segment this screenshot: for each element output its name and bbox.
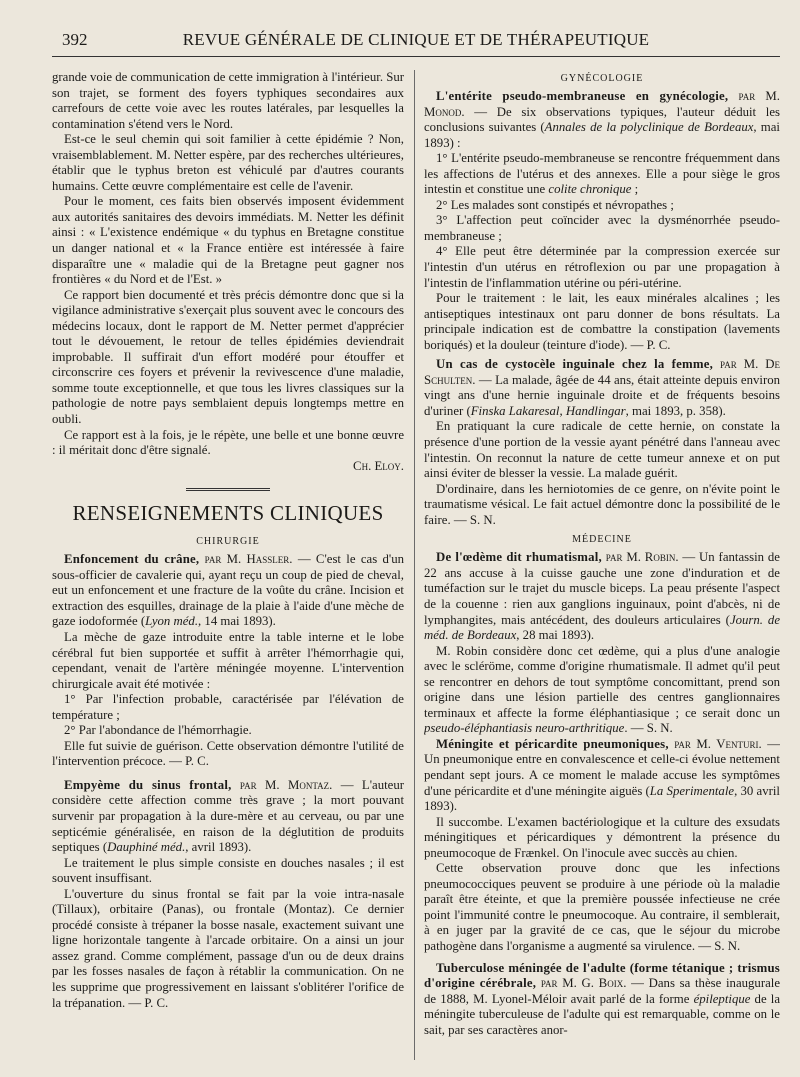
article-author: par M. Hassler. xyxy=(204,552,293,567)
section-separator xyxy=(186,488,270,491)
reference: Lyon méd. xyxy=(145,614,199,629)
subsection-heading: CHIRURGIE xyxy=(196,536,260,548)
column-divider xyxy=(414,70,415,1060)
article-title: L'entérite pseudo-membraneuse en gynécologie, xyxy=(436,89,729,103)
paragraph: Elle fut suivie de guérison. Cette observation démontre l'utilité de l'intervention précoce. — P. C. xyxy=(52,738,404,769)
running-header xyxy=(52,28,780,57)
text-run: M. Robin considère donc cet œdème, qui a plus d'une analogie avec le scléröme, comme d'origine rhumatismale. Il admet qu'il peut se rencontrer en dehors de tout symptôme concomittant, prend son origine dans une lésion partielle des centres ganglionnaires terminaux et affecte la forme éléphantiasique ; ce serait donc un xyxy=(424,643,780,720)
article-title: Méningite et péricardite pneumoniques, xyxy=(436,736,669,751)
paragraph: L'ouverture du sinus frontal se fait par la voie intra-nasale (Tillaux), orbitaire (Panas), ou frontale (Montaz). Ce dernier procédé consiste à trépaner la bosse nasale, exactement suivant une ligne horizontale tangente à l'arcade orbitaire. On a ainsi un jour assez grand. Comme complément, passage d'un ou de deux drains par les fosses nasales de façon à rétablir la communication. On ne les supprime que progressivement en laissant s'oblitérer l'orifice de la trépanation. — P. C. xyxy=(52,886,404,1010)
article-author: par M. Venturi. xyxy=(674,736,762,751)
paragraph: Ce rapport est à la fois, je le répète, une belle et une bonne œuvre : il méritait donc d'être signalé. xyxy=(52,427,404,458)
subsection-heading: GYNÉCOLOGIE xyxy=(560,73,644,84)
article-text: — La malade, âgée de 44 ans, était atteinte depuis environ vingt ans d'une hernie inguinale droite et de fréquents besoins d'uriner ( xyxy=(424,372,780,418)
paragraph: 1° Par l'infection probable, caractérisée par l'élévation de température ; xyxy=(52,692,404,722)
reference-end: , 30 avril 1893). xyxy=(424,783,780,814)
section-title: RENSEIGNEMENTS CLINIQUES xyxy=(72,501,384,526)
paragraph: Cette observation prouve donc que les infections pneumococciques peuvent se produire à une période où la maladie paraît être éteinte, et que la première poussée infectieuse ne crée point l'immunité contre le pneumocoque. Au contraire, il semblerait, à en juger par la gravité de ce cas, que le séjour du microbe pathogène dans l'organisme a augmenté sa virulence. — S. N. xyxy=(424,861,780,953)
article-lead xyxy=(424,961,780,1039)
reference: La Sperimentale xyxy=(649,783,735,798)
article-text: de la méningite tuberculeuse de l'adulte qui est remarquable, comme on le sait, par ses caractères anor- xyxy=(424,991,780,1037)
article-title: Un cas de cystocèle inguinale chez la femme, xyxy=(436,357,714,372)
paragraph: 2° Les malades sont constipés et névropathes ; xyxy=(436,197,674,212)
article-lead xyxy=(52,552,404,630)
reference-end: , 28 mai 1893). xyxy=(516,628,595,643)
reference-end: , avril 1893). xyxy=(185,840,252,855)
article-title: Tuberculose méningée de l'adulte (forme tétanique ; trismus d'origine cérébrale, xyxy=(424,960,780,991)
paragraph: Pour le moment, ces faits bien observés imposent évidemment aux autorités sanitaires des devoirs immédiats. M. Netter les définit ainsi : « L'existence endémique « du typhus en Bretagne constitue un danger national et « la France entière est intéressée à faire disparaître une « maladie qui de la Bretagne peut gagner nos frontières « du Nord et de l'Est. » xyxy=(52,194,404,287)
italic-run: épileptique xyxy=(693,991,751,1006)
article-author: par M. De Schulten. xyxy=(424,357,780,387)
italic-run: colite chronique xyxy=(548,182,632,197)
paragraph: En pratiquant la cure radicale de cette hernie, on constate la présence d'une portion de la vessie ayant pénétré dans l'anneau avec l'intestin. On reconnut la nature de cette tumeur annexe et on put ainsi éviter de blesser la vessie. La malade guérit. xyxy=(424,419,780,481)
reference-end: , mai 1893) : xyxy=(424,120,780,150)
article-lead xyxy=(424,737,780,815)
article-text: — C'est le cas d'un sous-officier de cavalerie qui, ayant reçu un coup de pied de cheval, eut un enfoncement et une fracture de la voûte du crâne. Incision et extraction des esquilles, drainage de la plaie à l'aide d'une mèche de gaze iodoformée ( xyxy=(52,552,404,629)
reference: Annales de la polyclinique de Bordeaux xyxy=(544,120,754,135)
article-author: par M. Montaz. xyxy=(239,777,333,792)
paragraph: 3° L'affection peut coïncider avec la dysménorrhée pseudo-membraneuse ; xyxy=(424,213,780,243)
paragraph: Est-ce le seul chemin qui soit familier à cette épidémie ? Non, vraisemblablement. M. Netter espère, par des recherches ultérieures, établir que le typhus breton est véhiculé par d'autres courants humains. Cette œuvre complémentaire est celle de l'avenir. xyxy=(52,132,404,193)
reference: Finska Lakaresal, Handlingar xyxy=(470,403,626,418)
text-run: . — S. N. xyxy=(624,721,673,736)
article-lead xyxy=(52,778,404,856)
subsection-heading: MÉDECINE xyxy=(572,534,632,546)
right-column xyxy=(424,70,780,1060)
paragraph: 4° Elle peut être déterminée par la compression exercée sur l'intestin d'un utérus en rétroflexion ou par une propagation à l'intestin de l'inflammation utérine ou péri-utérine. xyxy=(424,244,780,290)
article-author: par M. Robin. xyxy=(605,550,679,565)
article-lead xyxy=(424,89,780,151)
paragraph: La mèche de gaze introduite entre la table interne et le lobe cérébral fut bien supportée et suffit à arrêter l'hémorrhagie qui, cependant, venait de l'artère méningée moyenne. L'intervention chirurgicale avait été motivée : xyxy=(52,629,404,691)
left-column xyxy=(52,70,404,1060)
reference: Dauphiné méd. xyxy=(107,840,186,855)
paragraph xyxy=(424,151,780,198)
paragraph: 2° Par l'abondance de l'hémorrhagie. xyxy=(64,723,252,738)
paragraph: Pour le traitement : le lait, les eaux minérales alcalines ; les antiseptiques intestinaux ont paru donner de bons résultats. La principale indication est de combattre la constipation (lavements boriqués) et la douleur (teinture d'iode). — P. C. xyxy=(424,291,780,352)
reference-end: , mai 1893, p. 358). xyxy=(625,403,726,418)
article-lead xyxy=(424,357,780,419)
article-title: De l'œdème dit rhumatismal, xyxy=(436,550,602,565)
paragraph: D'ordinaire, dans les herniotomies de ce genre, on n'évite point le traumatisme vésical. Le fait actuel démontre donc la possibilité de le faire. — S. N. xyxy=(424,481,780,527)
text-run: ; xyxy=(631,182,639,197)
text-run: 1° L'entérite pseudo-membraneuse se rencontre fréquemment dans les affections de l'utérus et des annexes. Elle a pour siège le gros intestin et constitue une xyxy=(424,151,780,197)
paragraph: grande voie de communication de cette immigration à l'intérieur. Sur son trajet, se forment des foyers typhiques secondaires aux carrefours de cette voie avec les routes latérales, par lesquelles la contamination s'étend vers le Nord. xyxy=(52,70,404,131)
article-text: — Dans sa thèse inaugurale de 1888, M. Lyonel-Méloir avait parlé de la forme xyxy=(424,976,780,1006)
paragraph: Ce rapport bien documenté et très précis démontre donc que si la vigilance administrative s'exerçait plus souvent avec le concours des médecins locaux, dont le rapport de M. Netter permet d'apprécier tout le dévouement, le retour de telles épidémies deviendrait improbable. Il suffirait d'un effort modéré pour étouffer et circonscrire ces foyers et prévenir la revivescence d'une maladie, somme toute exceptionnelle, et que tous les livres classiques sur la pathologie de notre pays semblaient depuis longtemps mettre en oubli. xyxy=(52,287,404,427)
article-text: — L'auteur considère cette affection comme très grave ; la mort pouvant survenir par propagation à la dure-mère et au cerveau, ou par une septicémie généralisée, en raison de la déglutition de produits septiques ( xyxy=(52,777,404,855)
article-lead xyxy=(424,550,780,643)
article-text: — Un fantassin de 22 ans accuse à la cuisse gauche une zone d'induration et de tuméfaction sur le trajet du muscle biceps. La peau présente l'aspect de la couenne : rien aux ganglions inguinaux, point d'abcès, ni de lymphangites, mais antécédent, des douleurs articulaires ( xyxy=(424,550,780,627)
article-title: Enfoncement du crâne, xyxy=(64,552,200,567)
paragraph: Il succombe. L'examen bactériologique et la culture des exsudats méningitiques et péricardiques y démontrent la présence du pneumocoque de Frænkel. On l'inocule avec succès au chien. xyxy=(424,814,780,860)
page-number: 392 xyxy=(62,30,88,49)
signature: Ch. Eloy. xyxy=(353,458,404,473)
article-author: par M. G. Boix. xyxy=(540,976,627,991)
paragraph xyxy=(424,644,780,737)
reference: Journ. de méd. de Bordeaux xyxy=(424,612,780,643)
paragraph: Le traitement le plus simple consiste en douches nasales ; il est souvent insuffisant. xyxy=(52,855,404,886)
article-author: par M. Monod. xyxy=(424,89,780,119)
running-title: REVUE GÉNÉRALE DE CLINIQUE ET DE THÉRAPEUTIQUE xyxy=(182,30,650,49)
article-title: Empyème du sinus frontal, xyxy=(64,777,232,792)
italic-run: pseudo-éléphantiasis neuro-arthritique xyxy=(424,721,625,736)
article-text: — De six observations typiques, l'auteur déduit les conclusions suivantes ( xyxy=(424,104,780,135)
article-text: — Un pneumonique entre en convalescence et celle-ci évolue nettement pendant sept jours. A ce moment le malade accuse les symptômes d'une péricardite et d'une méningite aiguës ( xyxy=(424,736,780,798)
reference-end: , 14 mai 1893). xyxy=(198,614,276,629)
